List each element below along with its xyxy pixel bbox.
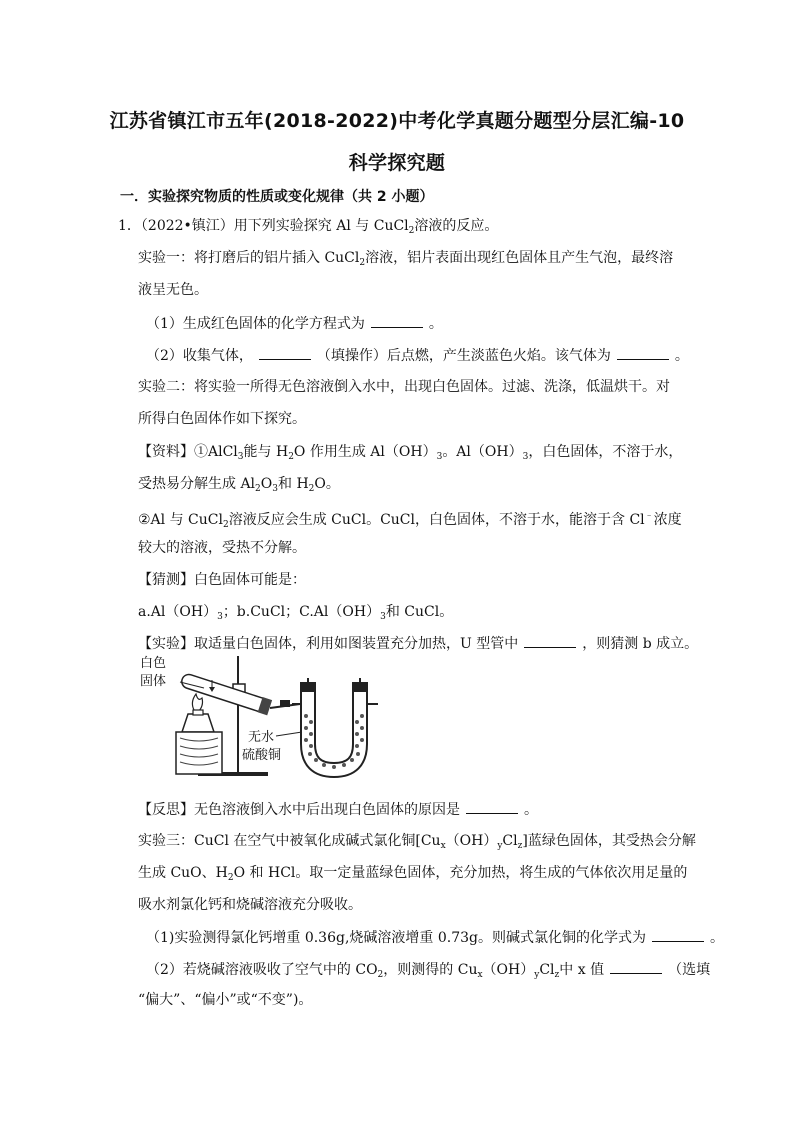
- guess-heading: 【猜测】白色固体可能是：: [138, 572, 306, 588]
- subquestion-1: （1）生成红色固体的化学方程式为 。: [146, 316, 443, 332]
- label-white-solid-2: 固体: [140, 674, 167, 689]
- resource-item-2: ②Al 与 CuCl$_2$溶液反应会生成 CuCl。CuCl，白色固体，不溶于水，能溶于含 Cl﹣浓度: [138, 511, 682, 530]
- answer-blank[interactable]: [259, 346, 311, 360]
- document-title-line1: 江苏省镇江市五年(2018-2022)中考化学真题分题型分层汇编-10: [109, 110, 685, 132]
- experiment-three-line1: 实验三：CuCl 在空气中被氧化成碱式氯化铜$[Cu_x(OH)_yCl_z]$蓝绿色固体，其受热会分解: [138, 833, 696, 851]
- resource-item-1-line2: 受热易分解生成 $Al_2O_3$和 $H_2O$。: [138, 476, 340, 494]
- subquestion-2: （2）收集气体， （填操作）后点燃，产生淡蓝色火焰。该气体为 。: [146, 348, 689, 364]
- experiment-statement: 【实验】取适量白色固体，利用如图装置充分加热，U 型管中 ，则猜测 b 成立。: [138, 636, 699, 652]
- answer-blank[interactable]: [371, 314, 423, 328]
- guess-options: $a.Al(OH)_3$；b.CuCl；$C.Al(OH)_3$和 CuCl。: [138, 604, 454, 622]
- subquestion-3-2-line2: “偏大”、“偏小”或“不变”)。: [138, 992, 313, 1008]
- resource-item-2-line2: 较大的溶液，受热不分解。: [138, 540, 306, 556]
- label-anhydrous-2: 硫酸铜: [242, 748, 282, 763]
- section-heading: 一．实验探究物质的性质或变化规律（共 2 小题）: [120, 189, 434, 205]
- reflection: 【反思】无色溶液倒入水中后出现白色固体的原因是 。: [138, 802, 538, 818]
- answer-blank[interactable]: [610, 960, 662, 974]
- experiment-two-line1: 实验二：将实验一所得无色溶液倒入水中，出现白色固体。过滤、洗涤，低温烘干。对: [138, 379, 670, 395]
- subquestion-3-2: （2）若烧碱溶液吸收了空气中的 $CO_2$，则测得的 $Cu_x(OH)_yCl_z$中 x 值 （选填: [146, 962, 711, 980]
- experiment-three-line3: 吸水剂氯化钙和烧碱溶液充分吸收。: [138, 897, 362, 913]
- subquestion-3-1: （1)实验测得氯化钙增重 0.36g,烧碱溶液增重 0.73g。则碱式氯化铜的化学式为 。: [146, 930, 724, 946]
- answer-blank[interactable]: [617, 346, 669, 360]
- resource-item-1: 【资料】①AlCl$_3$能与 $H_2O$ 作用生成 $Al(OH)_3$。$Al(OH)_3$，白色固体，不溶于水，: [138, 444, 683, 462]
- answer-blank[interactable]: [652, 928, 704, 942]
- experiment-two-line2: 所得白色固体作如下探究。: [138, 411, 306, 427]
- label-anhydrous-1: 无水: [248, 730, 275, 745]
- answer-blank[interactable]: [466, 800, 518, 814]
- answer-blank[interactable]: [524, 634, 576, 648]
- label-white-solid-1: 白色: [140, 656, 167, 671]
- experiment-one-line1: 实验一：将打磨后的铝片插入 CuCl$_2$溶液，铝片表面出现红色固体且产生气泡，最终溶: [138, 250, 674, 268]
- apparatus-figure: [138, 652, 378, 780]
- document-title-line2: 科学探究题: [348, 152, 446, 174]
- experiment-one-line2: 液呈无色。: [138, 282, 208, 298]
- question-intro: 1．（2022•镇江）用下列实验探究 Al 与 CuCl$_2$溶液的反应。: [118, 218, 499, 236]
- experiment-three-line2: 生成 CuO、$H_2O$ 和 HCl。取一定量蓝绿色固体，充分加热，将生成的气体依次用足量的: [138, 865, 688, 883]
